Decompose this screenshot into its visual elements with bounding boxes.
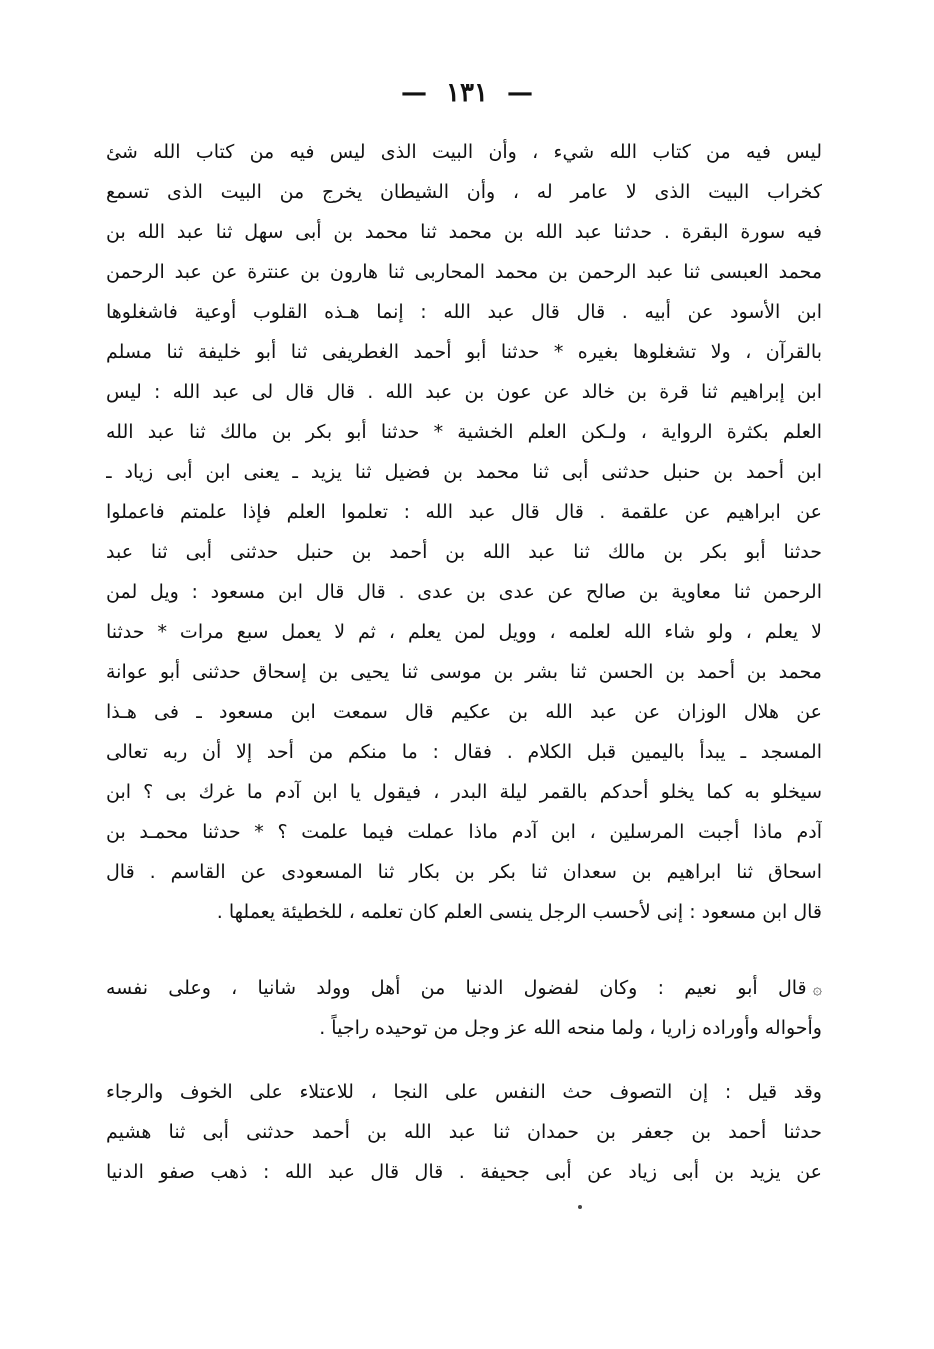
text-line: اسحاق ثنا ابراهيم بن سعدان ثنا بكر بن بكار ثنا المسعودى عن القاسم . قال	[106, 861, 822, 883]
text-line: محمد بن أحمد بن الحسن ثنا بشر بن موسى ثنا يحيى بن إسحاق حدثنى أبو عوانة	[106, 661, 822, 683]
text-line: لا يعلم ، ولو شاء الله لعلمه ، وويل لمن يعلم ، ثم لا يعمل سبع مرات * حدثنا	[106, 621, 822, 643]
text-line-content: قال أبو نعيم : وكان لفضول الدنيا من أهل وولد شانيا ، وعلى نفسه	[106, 977, 807, 999]
text-line: ليس فيه من كتاب الله شيء ، وأن البيت الذى ليس فيه من كتاب الله شئ	[106, 141, 822, 163]
text-line: حدثنا أبو بكر بن مالك ثنا عبد الله بن أحمد بن حنبل حدثنى أبى ثنا عبد	[106, 541, 822, 563]
text-line: الرحمن ثنا معاوية بن صالح عن عدى بن عدى . قال قال ابن مسعود : ويل لمن	[106, 581, 822, 603]
text-line: حدثنا أحمد بن جعفر بن حمدان ثنا عبد الله بن أحمد حدثنى أبى ثنا هشيم	[106, 1121, 822, 1143]
text-line: ابن الأسود عن أبيه . قال قال عبد الله : إنما هـذه القلوب أوعية فاشغلوها	[106, 301, 822, 323]
text-line: كخراب البيت الذى لا عامر له ، وأن الشيطان يخرج من البيت الذى تسمع	[106, 181, 822, 203]
text-line: عن يزيد بن أبى زياد عن أبى جحيفة . قال قال عبد الله : ذهب صفو الدنيا	[106, 1161, 822, 1183]
text-line: المسجد ـ يبدأ باليمين قبل الكلام . فقال : ما منكم من أحد إلا أن ربه تعالى	[106, 741, 822, 763]
text-line: قال ابن مسعود : إنى لأحسب الرجل ينسى العلم كان تعلمه ، للخطيئة يعملها .	[216, 901, 822, 923]
text-line: سيخلو به كما يخلو أحدكم بالقمر ليلة البدر ، فيقول يا ابن آدم ما غرك بى ؟ ابن	[106, 781, 822, 803]
flower-ornament-icon: ۞	[812, 979, 822, 998]
text-line: فيه سورة البقرة . حدثنا عبد الله بن محمد ثنا محمد بن أبى سهل ثنا عبد الله بن	[106, 221, 822, 243]
page-number-value: ١٣١	[446, 78, 488, 108]
text-line: آدم ماذا أجبت المرسلين ، ابن آدم ماذا عملت فيما علمت ؟ * حدثنا محمـد بن	[106, 821, 822, 843]
text-line: عن هلال الوزان عن عبد الله بن عكيم قال سمعت ابن مسعود ـ فى هـذا	[106, 701, 822, 723]
paragraph-hadith-block	[106, 132, 822, 932]
text-line	[106, 968, 822, 1008]
page-number-dash-left: —	[507, 78, 534, 108]
text-line: وقد قيل : إن التصوف حث النفس على النجا ، للاعتلاء على الخوف والرجاء	[106, 1081, 822, 1103]
ink-speck	[578, 1205, 582, 1209]
page-number	[0, 78, 934, 108]
text-line: وأحواله وأوراده زاريا ، ولما منحه الله عز وجل من توحيده راجياً .	[319, 1017, 822, 1039]
text-line: محمد العبسى ثنا عبد الرحمن بن محمد المحاربى ثنا هارون بن عنترة عن عبد الرحمن	[106, 261, 822, 283]
page-number-dash-right: —	[400, 78, 427, 108]
text-line: بالقرآن ، ولا تشغلوها بغيره * حدثنا أبو أحمد الغطريفى ثنا أبو خليفة ثنا مسلم	[106, 341, 822, 363]
text-line: ابن إبراهيم ثنا قرة بن خالد عن عون بن عبد الله . قال قال لى عبد الله : ليس	[106, 381, 822, 403]
paragraph-abu-nuaym	[106, 968, 822, 1048]
paragraph-sufism-definition	[106, 1072, 822, 1192]
text-line: العلم بكثرة الرواية ، ولـكن العلم الخشية * حدثنا أبو بكر بن مالك ثنا عبد الله	[106, 421, 822, 443]
text-line: ابن أحمد بن حنبل حدثنى أبى ثنا محمد بن فضيل ثنا يزيد ـ يعنى ابن أبى زياد ـ	[106, 461, 822, 483]
text-line: عن ابراهيم عن علقمة . قال قال عبد الله : تعلموا العلم فإذا علمتم فاعملوا	[106, 501, 822, 523]
